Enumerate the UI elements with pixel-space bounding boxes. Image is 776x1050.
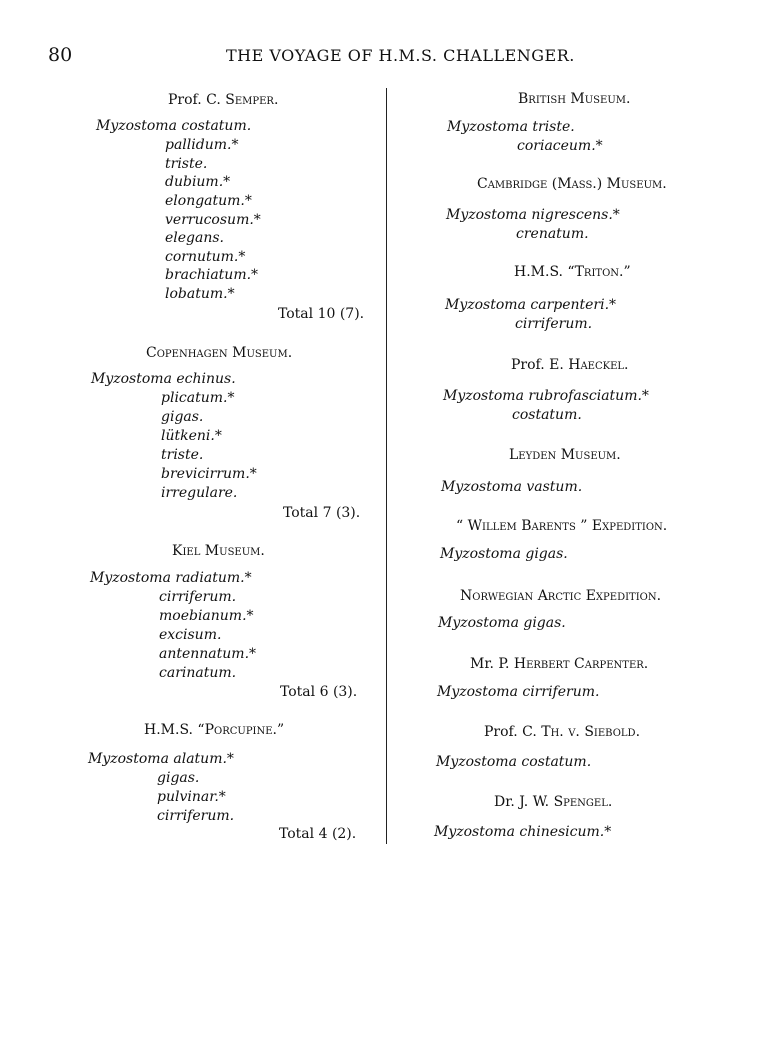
species-entry: Myzostoma costatum. [436, 754, 592, 770]
section-heading-haeckel: Prof. E. Haeckel. [511, 357, 629, 373]
species-entry: triste. [165, 156, 208, 172]
species-entry: gigas. [161, 409, 204, 425]
species-entry: cirriferum. [159, 589, 237, 605]
species-entry: Myzostoma vastum. [441, 479, 583, 495]
species-entry: antennatum.* [159, 646, 257, 662]
species-entry: carinatum. [159, 665, 237, 681]
section-heading-carpenter: Mr. P. Herbert Carpenter. [470, 656, 649, 672]
species-entry: pulvinar.* [157, 789, 226, 805]
species-entry: Myzostoma gigas. [438, 615, 566, 631]
species-entry: Myzostoma cirriferum. [437, 684, 600, 700]
species-entry: Myzostoma rubrofasciatum.* [443, 388, 649, 404]
species-entry: cirriferum. [157, 808, 235, 824]
species-entry: elegans. [165, 230, 225, 246]
species-entry: Myzostoma radiatum.* [90, 570, 252, 586]
running-head: THE VOYAGE OF H.M.S. CHALLENGER. [226, 46, 575, 65]
section-heading-norwegian: Norwegian Arctic Expedition. [460, 588, 662, 604]
species-entry: brevicirrum.* [161, 466, 257, 482]
section-heading-kiel: Kiel Museum. [172, 543, 265, 559]
section-heading-british-museum: British Museum. [518, 91, 631, 107]
species-entry: costatum. [512, 407, 582, 423]
species-entry: crenatum. [516, 226, 589, 242]
species-entry: cornutum.* [165, 249, 246, 265]
species-entry: lütkeni.* [161, 428, 222, 444]
total-count: Total 10 (7). [278, 306, 365, 322]
species-entry: pallidum.* [165, 137, 239, 153]
section-heading-porcupine: H.M.S. “Porcupine.” [144, 722, 285, 738]
species-entry: cirriferum. [515, 316, 593, 332]
species-entry: Myzostoma triste. [447, 119, 575, 135]
species-entry: triste. [161, 447, 204, 463]
species-entry: irregulare. [161, 485, 238, 501]
species-entry: Myzostoma costatum. [96, 118, 252, 134]
species-entry: excisum. [159, 627, 222, 643]
species-entry: plicatum.* [161, 390, 235, 406]
column-divider [386, 88, 387, 844]
species-entry: Myzostoma carpenteri.* [445, 297, 617, 313]
species-entry: brachiatum.* [165, 267, 259, 283]
total-count: Total 7 (3). [283, 505, 361, 521]
species-entry: Myzostoma gigas. [440, 546, 568, 562]
section-heading-triton: H.M.S. “Triton.” [514, 264, 631, 280]
species-entry: Myzostoma chinesicum.* [434, 824, 612, 840]
section-heading-leyden: Leyden Museum. [509, 447, 621, 463]
species-entry: moebianum.* [159, 608, 254, 624]
section-heading-willem-barents: “ Willem Barents ” Expedition. [456, 518, 668, 534]
species-entry: Myzostoma alatum.* [88, 751, 234, 767]
species-entry: Myzostoma nigrescens.* [446, 207, 620, 223]
species-entry: gigas. [157, 770, 200, 786]
species-entry: coriaceum.* [517, 138, 603, 154]
section-heading-siebold: Prof. C. Th. v. Siebold. [484, 724, 641, 740]
section-heading-cambridge: Cambridge (Mass.) Museum. [477, 176, 667, 192]
section-heading-semper: Prof. C. Semper. [168, 92, 279, 108]
page-number: 80 [48, 44, 73, 66]
species-entry: verrucosum.* [165, 212, 261, 228]
species-entry: dubium.* [165, 174, 231, 190]
total-count: Total 4 (2). [279, 826, 357, 842]
species-entry: elongatum.* [165, 193, 252, 209]
section-heading-copenhagen: Copenhagen Museum. [146, 345, 293, 361]
species-entry: lobatum.* [165, 286, 235, 302]
species-entry: Myzostoma echinus. [91, 371, 236, 387]
section-heading-spengel: Dr. J. W. Spengel. [494, 794, 613, 810]
total-count: Total 6 (3). [280, 684, 358, 700]
